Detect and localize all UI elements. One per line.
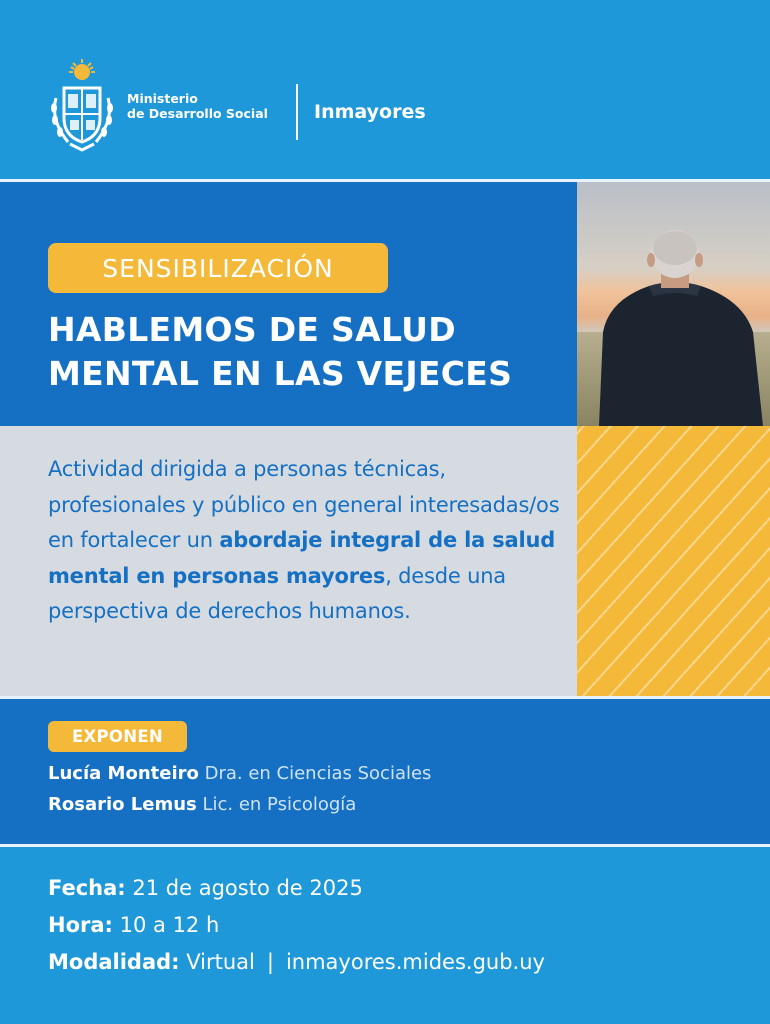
mode-value: Virtual	[186, 950, 255, 974]
event-date	[48, 876, 363, 900]
date-value: 21 de agosto de 2025	[132, 876, 363, 900]
speaker-role: Dra. en Ciencias Sociales	[204, 763, 432, 784]
mode-label: Modalidad:	[48, 950, 180, 974]
speaker-name: Lucía Monteiro	[48, 763, 199, 784]
website-link[interactable]: inmayores.mides.gub.uy	[285, 950, 545, 974]
event-time	[48, 913, 219, 937]
ministry-line-2: de Desarrollo Social	[127, 106, 268, 121]
speaker-item	[48, 794, 356, 815]
description-text-end: , desde una perspectiva de derechos humanos.	[48, 563, 506, 623]
brand-name: Inmayores	[314, 101, 426, 123]
title-line-1: HABLEMOS DE SALUD	[48, 310, 456, 349]
description-highlight: abordaje integral de la salud mental en personas mayores	[48, 528, 556, 588]
speakers-label: EXPONEN	[48, 721, 187, 752]
event-description	[48, 452, 568, 630]
speaker-item	[48, 763, 431, 784]
description-text: Actividad dirigida a personas técnicas, profesionales y público en general interesadas/os en fortalecer un	[48, 457, 560, 552]
separator: |	[266, 950, 274, 974]
striped-pattern	[577, 426, 770, 696]
category-tag: SENSIBILIZACIÓN	[48, 243, 388, 293]
divider-line	[0, 844, 770, 847]
title-line-2: MENTAL EN LAS VEJECES	[48, 354, 513, 393]
national-seal-logo	[46, 58, 118, 152]
ministry-line-1: Ministerio	[127, 91, 198, 106]
speaker-role: Lic. en Psicología	[202, 794, 357, 815]
event-title	[48, 308, 512, 396]
time-label: Hora:	[48, 913, 113, 937]
time-value: 10 a 12 h	[119, 913, 220, 937]
header	[0, 0, 770, 180]
ministry-name	[127, 91, 268, 121]
header-divider	[296, 84, 298, 140]
elderly-man-photo	[577, 182, 770, 426]
date-label: Fecha:	[48, 876, 126, 900]
speaker-name: Rosario Lemus	[48, 794, 197, 815]
event-mode	[48, 950, 545, 974]
